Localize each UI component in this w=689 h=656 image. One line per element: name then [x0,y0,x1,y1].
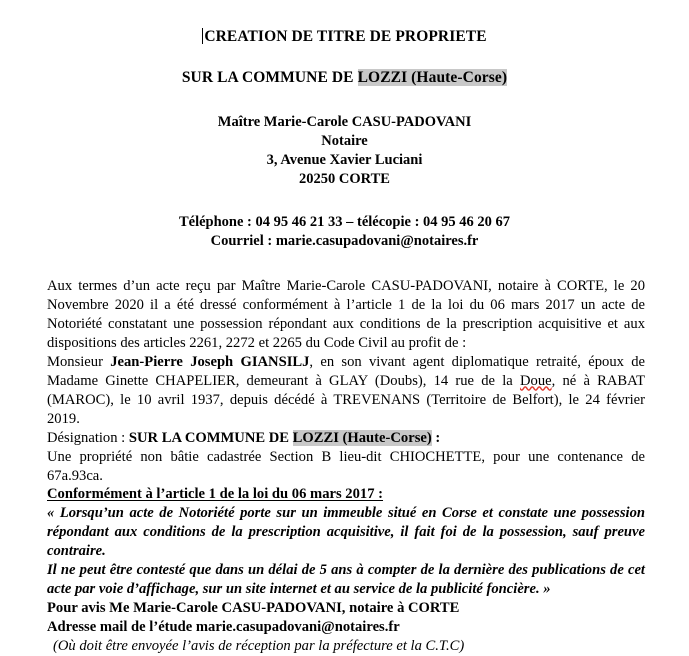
body-paragraph-beneficiary [47,353,645,429]
document-subtitle-highlighted-commune: LOZZI (Haute-Corse) [357,68,508,86]
notary-street: 3, Avenue Xavier Luciani [266,151,423,168]
body-paragraph-act-terms: Aux termes d’un acte reçu par Maître Marie-Carole CASU-PADOVANI, notaire à CORTE, le 20 Novembre 2020 il a été dressé conformément à l’article 1 de la loi du 06 mars 2017 un acte de Notoriété constatant une possession répondant aux conditions de la prescription acquisitive et aux dispositions des articles 2261, 2272 et 2265 du Code Civil au profit de : [47,277,645,351]
designation-label: Désignation : [47,429,129,446]
notary-role: Notaire [321,133,368,150]
law-quote-paragraph-2: Il ne peut être contesté que dans un délai de 5 ans à compter de la dernière des publications de cet acte par voie d’affichage, sur un site internet et au service de la publicité foncière. » [47,562,645,598]
beneficiary-name: Jean-Pierre Joseph GIANSILJ [110,353,310,370]
notary-name: Maître Marie-Carole CASU-PADOVANI [217,114,472,131]
spellcheck-flagged-word[interactable]: Doue [519,372,552,389]
designation-suffix: : [431,429,441,446]
body-paragraph-property [47,448,645,486]
property-tail: , pour une contenance de 67a.93ca. [47,448,645,484]
document-body[interactable] [0,277,689,656]
document-subtitle[interactable] [0,69,689,88]
heading-block [0,0,689,87]
signature-notice-line: Pour avis Me Marie-Carole CASU-PADOVANI, notaire à CORTE [47,600,460,617]
law-reference-heading [47,485,645,504]
designation-commune-prefix: SUR LA COMMUNE DE [128,429,293,446]
office-email-line: Adresse mail de l’étude marie.casupadovani@notaires.fr [47,619,400,636]
beneficiary-mid: , en son vivant agent diplomatique retraité, époux de Madame Ginette CHAPELIER, demeurant à GLAY (Doubs), 14 rue de la [47,353,645,389]
beneficiary-lead: Monsieur [47,353,111,370]
document-title-text: CREATION DE TITRE DE PROPRIETE [204,28,487,45]
notary-address-block [0,113,689,188]
notary-email-line: Courriel : marie.casupadovani@notaires.fr [210,232,479,249]
body-paragraph-designation [47,429,645,448]
property-lead: Une propriété non bâtie cadastrée Section B lieu-dit [47,448,390,465]
beneficiary-tail: , né à RABAT (MAROC), le 10 avril 1937, depuis décédé à TREVENANS (Territoire de Belfort), le 24 février 2019. [47,372,645,427]
footnote-line: (Où doit être envoyée l’avis de réception par la préfecture et la C.T.C) [53,638,465,655]
law-quote-paragraph-1: « Lorsqu’un acte de Notoriété porte sur un immeuble situé en Corse et constate une possession répondant aux conditions de la prescription acquisitive, il fait foi de la possession, sauf preuve contraire. [47,505,645,560]
document-subtitle-prefix: SUR LA COMMUNE DE [181,68,358,86]
designation-highlighted-commune: LOZZI (Haute-Corse) [292,429,432,446]
law-reference-heading-text: Conformément à l’article 1 de la loi du 06 mars 2017 : [47,486,384,503]
notary-city: 20250 CORTE [299,170,390,187]
document-title[interactable] [0,28,689,47]
notary-contact-block [0,213,689,251]
property-place-name: CHIOCHETTE [389,448,482,465]
notary-phone-line: Téléphone : 04 95 46 21 33 – télécopie : 04 95 46 20 67 [178,213,511,230]
